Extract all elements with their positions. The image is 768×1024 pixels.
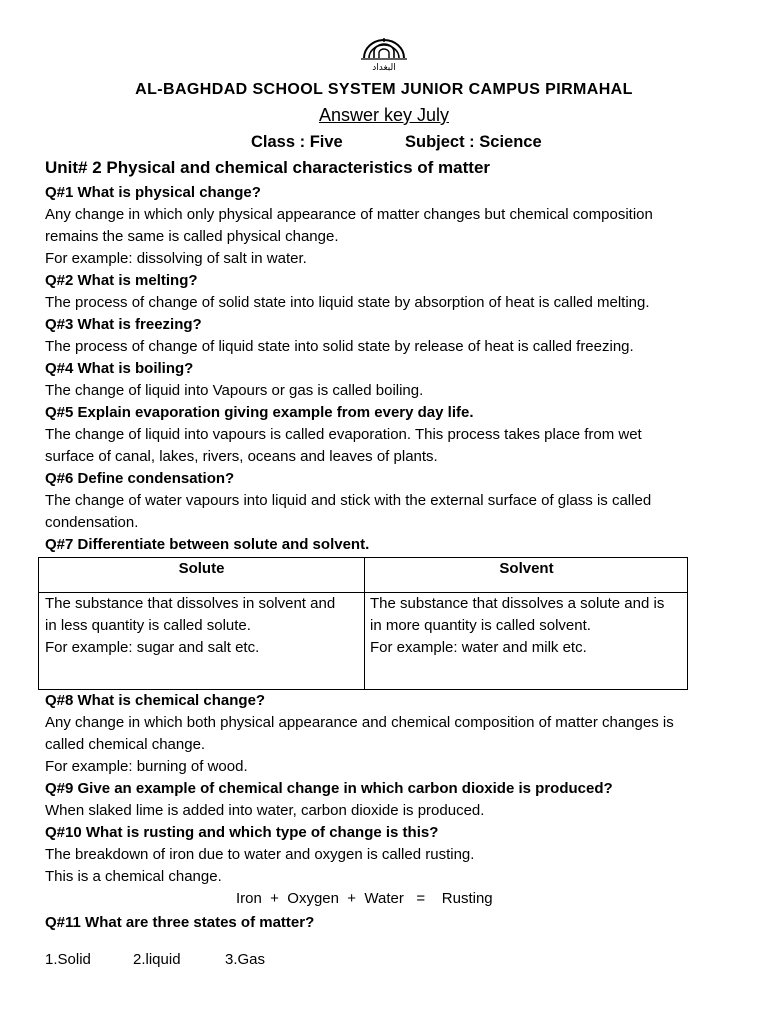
answer-line: The process of change of solid state into liquid state by absorption of heat is called melting. (45, 294, 650, 311)
document-title: Answer key July (318, 105, 450, 125)
question-heading: Q#5 Explain evaporation giving example from every day life. (45, 404, 474, 421)
rusting-equation: Iron + Oxygen + Water = Rusting (236, 890, 493, 907)
table-header-solute: Solute (178, 560, 225, 577)
answer-line: remains the same is called physical change. (45, 228, 339, 245)
table-header-solvent: Solvent (499, 560, 554, 577)
answer-line: Any change in which only physical appearance of matter changes but chemical composition (45, 206, 653, 223)
state-item: 3.Gas (225, 951, 266, 968)
answer-line: surface of canal, lakes, rivers, oceans and leaves of plants. (45, 448, 438, 465)
table-cell-solvent (370, 593, 688, 659)
question-heading: Q#10 What is rusting and which type of change is this? (45, 824, 439, 841)
logo-text: البغداد (372, 63, 396, 72)
school-name: AL-BAGHDAD SCHOOL SYSTEM JUNIOR CAMPUS PIRMAHAL (135, 81, 633, 98)
answer-line: Any change in which both physical appearance and chemical composition of matter changes is (45, 714, 674, 731)
class-label: Class : Five (251, 133, 343, 151)
cell-line: The substance that dissolves a solute and is (370, 595, 665, 612)
cell-line: in less quantity is called solute. (45, 617, 251, 634)
question-heading: Q#3 What is freezing? (45, 316, 202, 333)
unit-title: Unit# 2 Physical and chemical characteristics of matter (45, 158, 491, 177)
question-heading: Q#4 What is boiling? (45, 360, 194, 377)
subject-label: Subject : Science (405, 133, 542, 151)
solute-solvent-table (38, 557, 688, 690)
answer-line: For example: dissolving of salt in water. (45, 250, 307, 267)
question-11: Q#11 What are three states of matter? (45, 914, 315, 931)
table-cell-solute (45, 593, 363, 659)
cell-line: For example: water and milk etc. (370, 639, 587, 656)
school-logo-icon (358, 36, 410, 72)
answer-line: This is a chemical change. (45, 868, 222, 885)
state-item: 1.Solid (45, 951, 91, 968)
question-heading: Q#7 Differentiate between solute and solvent. (45, 536, 370, 553)
answer-line: The change of liquid into Vapours or gas is called boiling. (45, 382, 424, 399)
question-heading: Q#2 What is melting? (45, 272, 198, 289)
answer-line: The change of water vapours into liquid and stick with the external surface of glass is called (45, 492, 652, 509)
cell-line: The substance that dissolves in solvent and (45, 595, 336, 612)
question-heading: Q#6 Define condensation? (45, 470, 235, 487)
answer-line: The change of liquid into vapours is called evaporation. This process takes place from wet (45, 426, 642, 443)
question-heading: Q#9 Give an example of chemical change in which carbon dioxide is produced? (45, 780, 613, 797)
cell-line: For example: sugar and salt etc. (45, 639, 260, 656)
table-divider (364, 558, 365, 689)
answer-line: called chemical change. (45, 736, 206, 753)
answer-line: The breakdown of iron due to water and oxygen is called rusting. (45, 846, 475, 863)
answer-line: condensation. (45, 514, 139, 531)
answer-line: The process of change of liquid state into solid state by release of heat is called freezing. (45, 338, 634, 355)
state-item: 2.liquid (133, 951, 181, 968)
answer-line: When slaked lime is added into water, carbon dioxide is produced. (45, 802, 485, 819)
question-heading: Q#8 What is chemical change? (45, 692, 266, 709)
cell-line: in more quantity is called solvent. (370, 617, 591, 634)
question-heading: Q#1 What is physical change? (45, 184, 261, 201)
answer-line: For example: burning of wood. (45, 758, 248, 775)
